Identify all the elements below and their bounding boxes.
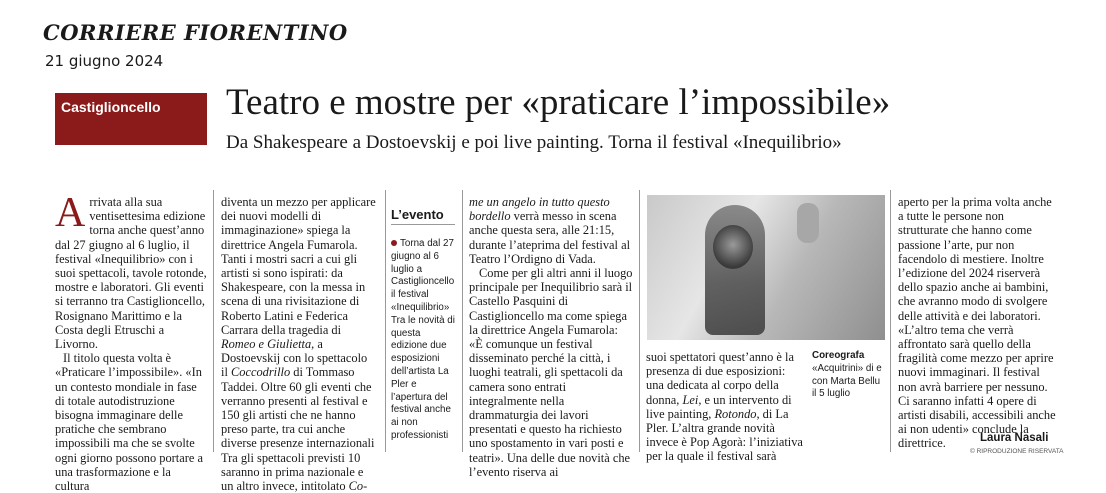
column-divider <box>639 190 640 452</box>
article-paragraph <box>469 195 633 266</box>
dancer-hand <box>797 203 819 243</box>
article-text: diventa un mezzo per applicare dei nuovi modelli di immaginazione» spiega la direttrice Angela Fumarola. Tanti i mostri sacri a cui gli artisti si sono ispirati: da Shakespeare, con la messa in scena di una rivisitazione di Roberto Latini e Federica Carrara della tragedia di <box>221 195 376 337</box>
article-column-5 <box>898 195 1056 451</box>
caption-text: «Acquitrini» di e con Marta Bellu il 5 luglio <box>812 362 882 400</box>
exhibition-title: Rotondo <box>714 406 757 421</box>
section-tag <box>55 93 207 145</box>
publication-date: 21 giugno 2024 <box>45 52 164 70</box>
column-divider <box>385 190 386 452</box>
play-title: Coccodrillo <box>230 365 291 380</box>
column-divider <box>462 190 463 452</box>
article-text: , di La Pler. L’altra grande novità invece è Pop Agorà: l’iniziativa per la quale il festival sarà <box>646 406 803 464</box>
column-divider <box>213 190 214 452</box>
caption-title: Coreografa <box>812 350 865 361</box>
subheadline: Da Shakespeare a Dostoevskij e poi live painting. Torna il festival «Inequilibrio» <box>226 132 842 153</box>
section-tag-label: Castiglioncello <box>61 99 161 115</box>
sidebar-rule <box>391 224 455 225</box>
exhibition-title: Lei <box>682 392 699 407</box>
column-divider <box>890 190 891 452</box>
drop-cap: A <box>55 190 86 236</box>
article-column-4 <box>646 350 804 464</box>
article-paragraph <box>469 266 633 479</box>
article-column-1 <box>55 190 207 493</box>
article-photo <box>647 195 885 340</box>
article-column-3 <box>469 195 633 479</box>
article-text: suoi spettatori quest’anno è la presenza di due esposizioni: una dedicata al corpo della donna, <box>646 350 794 407</box>
article-text: di Tommaso Taddei. Oltre 60 gli eventi che verranno presenti al festival e 150 gli artisti che ne hanno preso parte, tra cui anche diverse presenze internazionali Tra gli spettacoli previsti 10 saranno in prima nazionale e un altro invece, intitolato <box>221 365 375 493</box>
author-byline: Laura Nasali <box>980 432 1049 444</box>
article-text: Il titolo questa volta è «Praticare l’impossibile». «In un contesto mondiale in fase di totale autodistruzione bisogna immaginare delle pratiche che sembrano impossibili ma che se svolte ogni giorno possono portare a una trasformazione e la cultura <box>55 351 203 493</box>
sidebar-title: L’evento <box>391 207 444 222</box>
dancer-head <box>713 225 753 269</box>
article-paragraph <box>898 195 1056 451</box>
article-text: aperto per la prima volta anche a tutte le persone non strutturate che hanno come passione l’arte, pur non facendolo di mestiere. Inoltre l’edizione del 2024 riserverà dello spazio anche ai bambini, che avranno modo di svolgere delle attività e dei laboratori. «L’altro tema che verrà affrontato sarà quello della fragilità come mezzo per aprire nuovi immaginari. Il festival non avrà barriere per nessuno. Ci saranno infatti 4 opere di artisti disabili, accessibili anche ai non udenti» conclude la direttrice. <box>898 195 1056 451</box>
copyright-notice: © RIPRODUZIONE RISERVATA <box>970 448 1064 455</box>
article-paragraph <box>55 190 207 352</box>
article-text: rrivata alla sua ventisettesima edizione torna anche quest’anno dal 27 giugno al 6 luglio, il festival «Inequilibrio» con i suoi spettacoli, tavole rotonde, mostre e laboratori. Gli eventi si terranno tra Castiglioncello, Rosignano Marittimo e la Costa degli Etruschi a Livorno. <box>55 195 207 352</box>
play-title: Romeo e Giulietta <box>221 337 312 352</box>
bullet-icon <box>391 240 397 246</box>
article-text: , a Dostoevskij con lo spettacolo il <box>221 337 368 380</box>
article-column-2 <box>221 195 377 493</box>
newspaper-masthead: CORRIERE FIORENTINO <box>43 20 348 45</box>
play-title: me un angelo in tutto questo bordello <box>469 195 610 224</box>
headline: Teatro e mostre per «praticare l’impossibile» <box>226 82 891 123</box>
article-text: , e un intervento di live painting, <box>646 392 792 421</box>
article-paragraph <box>646 350 804 464</box>
photo-caption <box>812 350 882 401</box>
play-title: Co- <box>348 479 368 493</box>
sidebar-body: Torna dal 27 giugno al 6 luglio a Castiglioncello il festival «Inequilibrio» Tra le novità di questa edizione due esposizioni dell’artista La Pler e l’apertura del festival anche ai non professionisti <box>391 238 455 441</box>
sidebar-text <box>391 238 459 443</box>
article-paragraph <box>221 195 377 493</box>
article-text: verrà messo in scena anche questa sera, alle 21:15, durante l’ateprima del festival al Teatro l’Ordigno di Vada. <box>469 209 631 266</box>
article-text: Come per gli altri anni il luogo principale per Inequilibrio sarà il Castello Pasquini di Castiglioncello ma come spiega la direttrice Angela Fumarola: «È comunque un festival disseminato perché la città, i luoghi teatrali, gli spettacoli da camera sono entrati integralmente nella drammaturgia dei lavori presentati e questo ha richiesto uno spostamento in vari posti e teatri». Una delle due novità che l’evento riserva ai <box>469 266 633 479</box>
article-paragraph <box>55 351 207 493</box>
